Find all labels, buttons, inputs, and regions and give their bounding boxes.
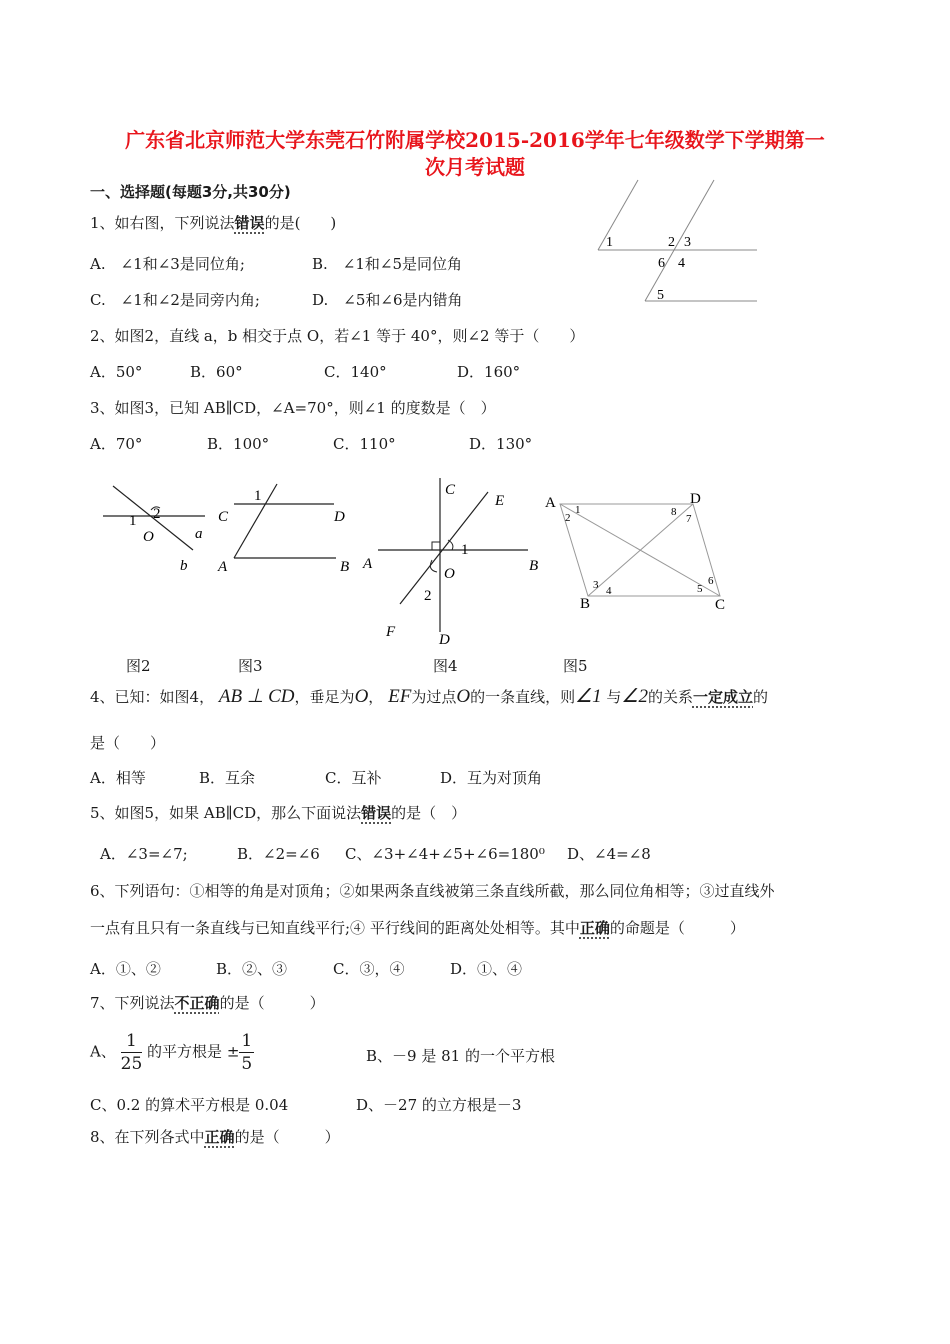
fig3-label-1: 1 bbox=[254, 488, 262, 504]
q7-text-end: 的是（ ） bbox=[219, 994, 325, 1012]
q1-emphasis: 错误 bbox=[234, 214, 265, 232]
q5-option-c: C、∠3+∠4+∠5+∠6=180⁰ bbox=[345, 845, 545, 863]
fig2-label-b: b bbox=[180, 558, 188, 574]
q4-option-c: C．互补 bbox=[325, 769, 382, 787]
question-2: 2、如图2，直线 a，b 相交于点 O，若∠1 等于 40°，则∠2 等于（ ） bbox=[90, 327, 585, 345]
fraction-numerator: 1 bbox=[121, 1030, 143, 1053]
fig4-label-f: F bbox=[386, 624, 396, 640]
fig5-num-7: 7 bbox=[686, 513, 692, 525]
q4-option-b: B．互余 bbox=[199, 769, 256, 787]
q8-text-end: 的是（ ） bbox=[234, 1128, 340, 1146]
fig1-label-3: 3 bbox=[684, 235, 691, 250]
fig5-label-c: C bbox=[715, 597, 726, 613]
fraction-denominator: 25 bbox=[120, 1054, 143, 1074]
q4-text-8: 的 bbox=[753, 688, 769, 706]
figure-5 bbox=[540, 484, 740, 619]
q4-math-o2: O bbox=[456, 686, 471, 707]
fig4-label-a: A bbox=[363, 556, 373, 572]
fig4-label-d: D bbox=[439, 632, 450, 648]
fig1-transversal-right bbox=[645, 180, 714, 301]
figure-1 bbox=[580, 175, 770, 310]
fig5-caption: 图5 bbox=[563, 657, 588, 675]
question-5 bbox=[90, 802, 466, 823]
q4-text-3: ， bbox=[368, 688, 384, 706]
q6-option-c: C．③，④ bbox=[333, 960, 405, 978]
q7-a-text: 的平方根是 ± bbox=[147, 1042, 240, 1061]
fig3-label-b: B bbox=[340, 559, 350, 575]
fig4-label-o: O bbox=[444, 566, 455, 582]
q7-fraction-1-25 bbox=[121, 1030, 143, 1075]
q7-emphasis: 不正确 bbox=[174, 994, 220, 1012]
q6-text-end: 的命题是（ ） bbox=[609, 919, 745, 937]
q6-option-a: A．①、② bbox=[90, 960, 161, 978]
fig3-label-c: C bbox=[218, 509, 229, 525]
fig5-label-b: B bbox=[580, 596, 591, 612]
q3-option-d: D．130° bbox=[469, 435, 533, 453]
question-6-line2 bbox=[90, 917, 745, 938]
q2-option-a: A．50° bbox=[90, 363, 143, 381]
fig4-label-e: E bbox=[495, 493, 505, 509]
fig5-label-a: A bbox=[545, 495, 556, 511]
q4-math-ab-perp-cd: AB ⊥ CD bbox=[218, 686, 295, 707]
q6-option-b: B．②、③ bbox=[216, 960, 288, 978]
page-title-line2: 次月考试题 bbox=[425, 155, 525, 179]
q4-math-ef: EF bbox=[388, 686, 412, 707]
q2-option-d: D．160° bbox=[457, 363, 521, 381]
fraction-numerator: 1 bbox=[241, 1031, 253, 1051]
q4-option-a: A．相等 bbox=[90, 769, 146, 787]
fig5-num-4: 4 bbox=[606, 585, 612, 597]
q6-emphasis: 正确 bbox=[579, 919, 610, 937]
fig5-num-3: 3 bbox=[593, 579, 599, 591]
figure-3 bbox=[210, 478, 360, 578]
q4-text: 4、已知：如图4， bbox=[90, 688, 215, 706]
q3-option-b: B．100° bbox=[207, 435, 270, 453]
fig4-line-ef bbox=[400, 492, 488, 604]
q5-emphasis: 错误 bbox=[361, 804, 392, 822]
fig5-diagonal-bd bbox=[588, 504, 693, 596]
fig2-label-o: O bbox=[143, 529, 154, 545]
page-title-line1: 广东省北京师范大学东莞石竹附属学校2015-2016学年七年级数学下学期第一 bbox=[125, 128, 825, 152]
q7-option-a bbox=[90, 1030, 254, 1075]
q8-emphasis: 正确 bbox=[204, 1128, 235, 1146]
fig2-label-1: 1 bbox=[129, 513, 137, 529]
fig5-num-8: 8 bbox=[671, 506, 677, 518]
q4-text-4: 为过点 bbox=[411, 688, 457, 706]
q5-text: 5、如图5，如果 AB∥CD，那么下面说法 bbox=[90, 804, 362, 822]
q4-text-7: 的关系 bbox=[647, 688, 693, 706]
figure-4 bbox=[355, 474, 555, 652]
question-4-line2: 是（ ） bbox=[90, 734, 166, 752]
q4-math-angle2: ∠2 bbox=[621, 686, 648, 707]
q4-emphasis: 一定成立 bbox=[692, 688, 753, 706]
q1-text-end: 的是( ) bbox=[264, 214, 337, 232]
question-1 bbox=[90, 212, 336, 233]
fig5-label-d: D bbox=[690, 491, 701, 507]
fig5-num-1: 1 bbox=[575, 504, 581, 516]
fig4-label-1: 1 bbox=[461, 542, 469, 558]
fig5-num-6: 6 bbox=[708, 575, 714, 587]
q1-option-b: B. ∠1和∠5是同位角 bbox=[312, 255, 463, 273]
fig4-label-c: C bbox=[445, 482, 456, 498]
q8-text: 8、在下列各式中 bbox=[90, 1128, 205, 1146]
fig3-label-a: A bbox=[218, 559, 228, 575]
fig4-label-2: 2 bbox=[424, 588, 432, 604]
q4-math-angle1: ∠1 bbox=[575, 686, 602, 707]
section-heading: 一、选择题(每题3分,共30分) bbox=[90, 183, 291, 201]
q5-option-d: D、∠4=∠8 bbox=[567, 845, 651, 863]
fig5-num-2: 2 bbox=[565, 512, 571, 524]
fig1-label-2: 2 bbox=[668, 235, 675, 250]
q5-text-end: 的是（ ） bbox=[391, 804, 467, 822]
q1-option-d: D. ∠5和∠6是内错角 bbox=[312, 291, 463, 309]
q5-option-a: A．∠3=∠7; bbox=[100, 845, 188, 863]
question-8 bbox=[90, 1126, 340, 1147]
fig1-transversal-left bbox=[598, 180, 638, 250]
q4-text-5: 的一条直线，则 bbox=[470, 688, 576, 706]
q4-option-d: D．互为对顶角 bbox=[440, 769, 543, 787]
fig1-label-5: 5 bbox=[657, 288, 664, 303]
fig2-label-2: 2 bbox=[153, 506, 161, 522]
question-7 bbox=[90, 992, 325, 1013]
q3-option-c: C．110° bbox=[333, 435, 396, 453]
figure-2 bbox=[95, 478, 220, 578]
q7-a-prefix: A、 bbox=[90, 1042, 116, 1061]
q7-text: 7、下列说法 bbox=[90, 994, 175, 1012]
q1-option-a: A. ∠1和∠3是同位角; bbox=[90, 255, 245, 273]
fig4-caption: 图4 bbox=[433, 657, 458, 675]
q1-text: 1、如右图，下列说法 bbox=[90, 214, 235, 232]
fraction-denominator: 5 bbox=[241, 1054, 253, 1074]
fig3-caption: 图3 bbox=[238, 657, 263, 675]
q7-option-c: C、0.2 的算术平方根是 0.04 bbox=[90, 1096, 289, 1114]
question-3: 3、如图3，已知 AB∥CD，∠A=70°，则∠1 的度数是（ ） bbox=[90, 399, 496, 417]
fig2-caption: 图2 bbox=[126, 657, 151, 675]
q6-text: 一点有且只有一条直线与已知直线平行;④ 平行线间的距离处处相等。其中 bbox=[90, 919, 580, 937]
q6-option-d: D．①、④ bbox=[450, 960, 523, 978]
q4-text-2: ，垂足为 bbox=[294, 688, 355, 706]
q7-option-d: D、－27 的立方根是－3 bbox=[356, 1096, 522, 1114]
fig3-label-d: D bbox=[334, 509, 345, 525]
question-4 bbox=[90, 685, 768, 708]
fig2-label-a: a bbox=[195, 526, 203, 542]
fig4-label-b: B bbox=[529, 558, 539, 574]
question-6-line1: 6、下列语句：①相等的角是对顶角；②如果两条直线被第三条直线所截，那么同位角相等；③过直线外 bbox=[90, 882, 775, 900]
q4-text-6: 与 bbox=[606, 688, 622, 706]
fig1-label-1: 1 bbox=[606, 235, 613, 250]
fig1-label-4: 4 bbox=[678, 256, 685, 271]
q4-math-o: O bbox=[354, 686, 369, 707]
q5-option-b: B．∠2=∠6 bbox=[237, 845, 320, 863]
q2-option-b: B．60° bbox=[190, 363, 243, 381]
fig5-num-5: 5 bbox=[697, 583, 703, 595]
q7-fraction-1-5 bbox=[239, 1030, 254, 1075]
q7-option-b: B、－9 是 81 的一个平方根 bbox=[366, 1047, 555, 1065]
fig1-label-6: 6 bbox=[658, 256, 665, 271]
q2-option-c: C．140° bbox=[324, 363, 387, 381]
q1-option-c: C. ∠1和∠2是同旁内角; bbox=[90, 291, 260, 309]
q3-option-a: A．70° bbox=[90, 435, 143, 453]
fig4-right-angle bbox=[432, 542, 440, 550]
